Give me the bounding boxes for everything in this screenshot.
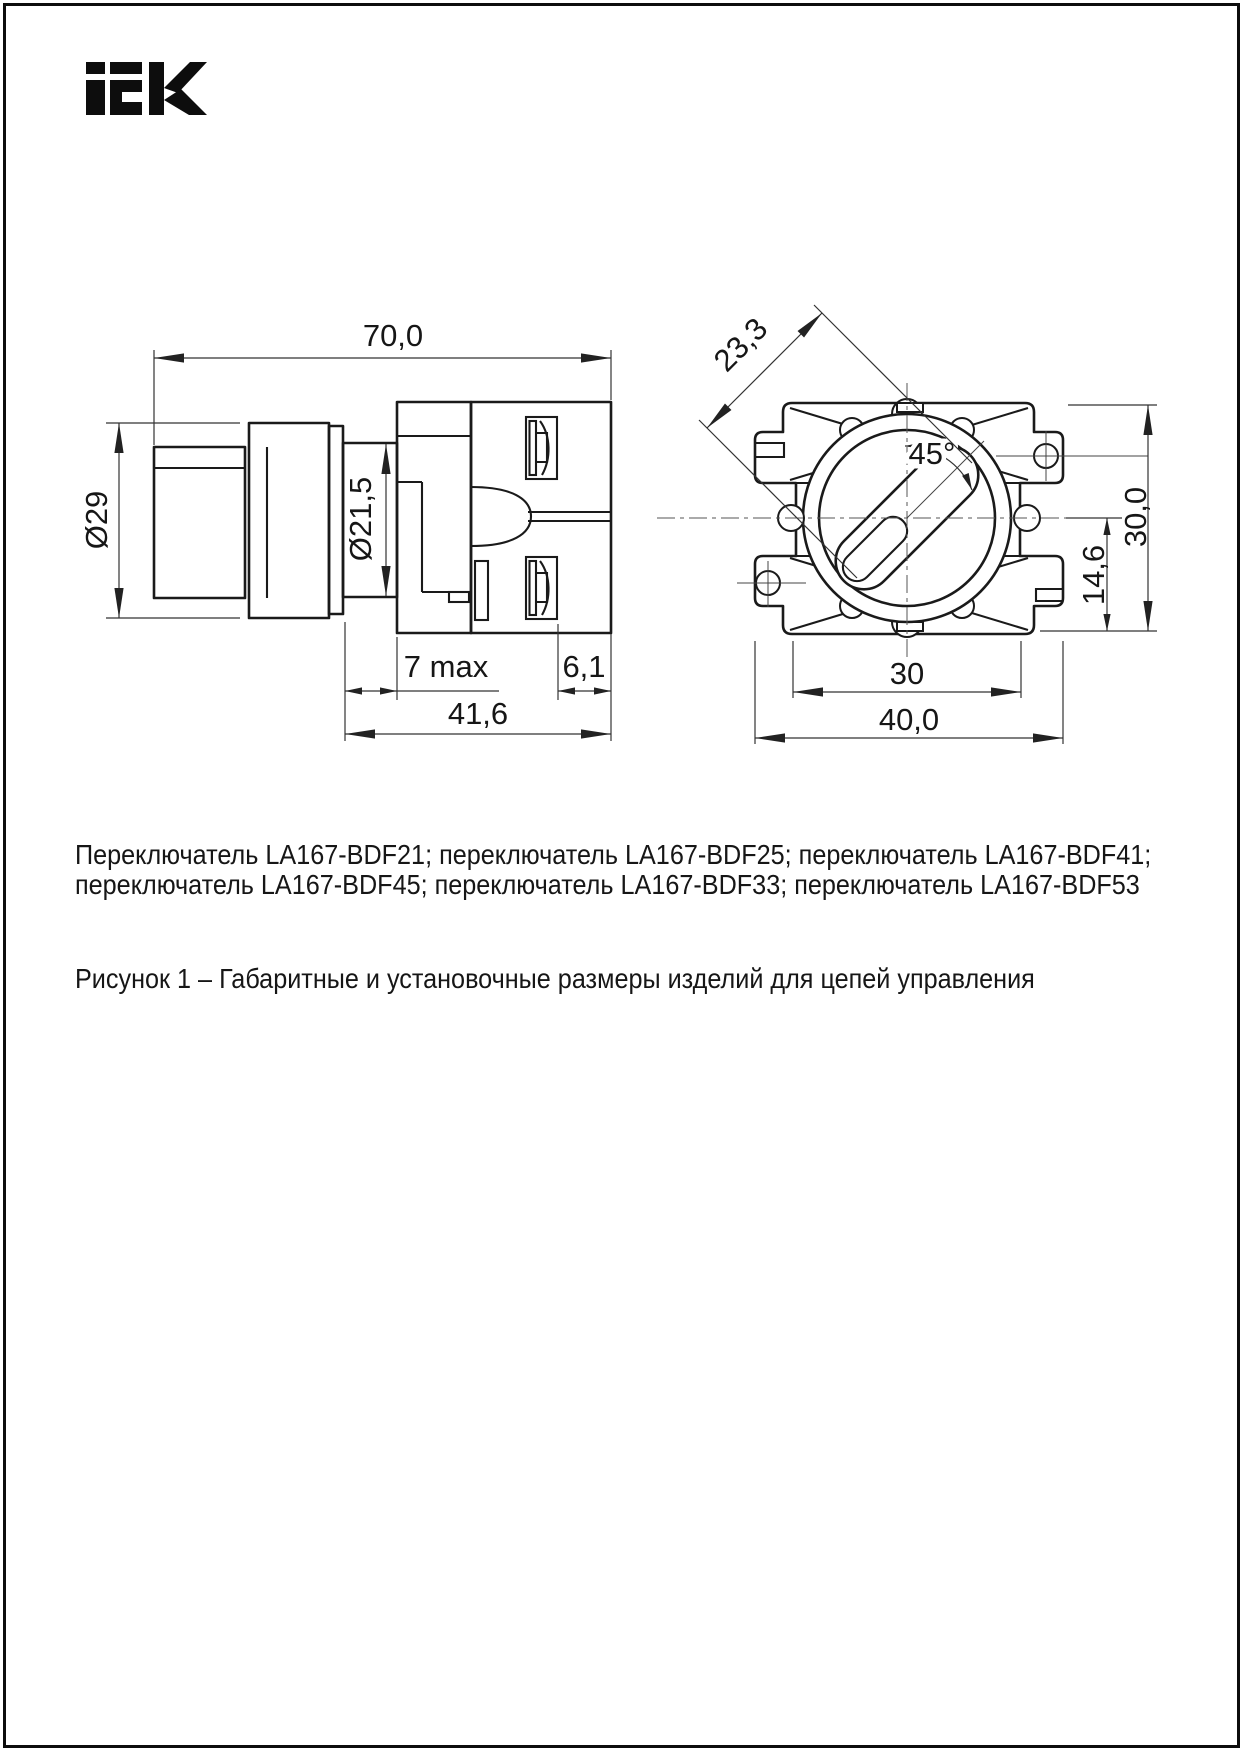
dim-knob-diameter: Ø29 [79, 490, 114, 550]
product-description [75, 840, 1151, 900]
dim-front-width-total: 40,0 [878, 702, 940, 737]
figure-caption: Рисунок 1 – Габаритные и установочные размеры изделий для цепей управления [75, 963, 1035, 994]
dim-side-width-total: 70,0 [362, 318, 424, 353]
dim-hole-offset: 14,6 [1076, 544, 1111, 606]
dim-hole-spacing: 30 [889, 656, 925, 691]
dim-rotation-angle: 45° [908, 436, 956, 471]
dim-height-total: 30,0 [1118, 486, 1153, 548]
dim-body-depth: 41,6 [447, 696, 509, 731]
dim-mount-diameter: Ø21,5 [343, 476, 378, 562]
front-view-drawing [657, 305, 1157, 744]
product-description-line-2: переключатель LA167-BDF45; переключатель LA167-BDF33; переключатель LA167-BDF53 [75, 869, 1140, 900]
dim-terminal-depth: 6,1 [562, 649, 606, 684]
dim-handle-length: 23,3 [706, 310, 775, 379]
product-description-line-1: Переключатель LA167-BDF21; переключатель LA167-BDF25; переключатель LA167-BDF41; [75, 839, 1152, 870]
dim-panel-thickness: 7 max [403, 649, 489, 684]
side-view-drawing [79, 318, 611, 741]
